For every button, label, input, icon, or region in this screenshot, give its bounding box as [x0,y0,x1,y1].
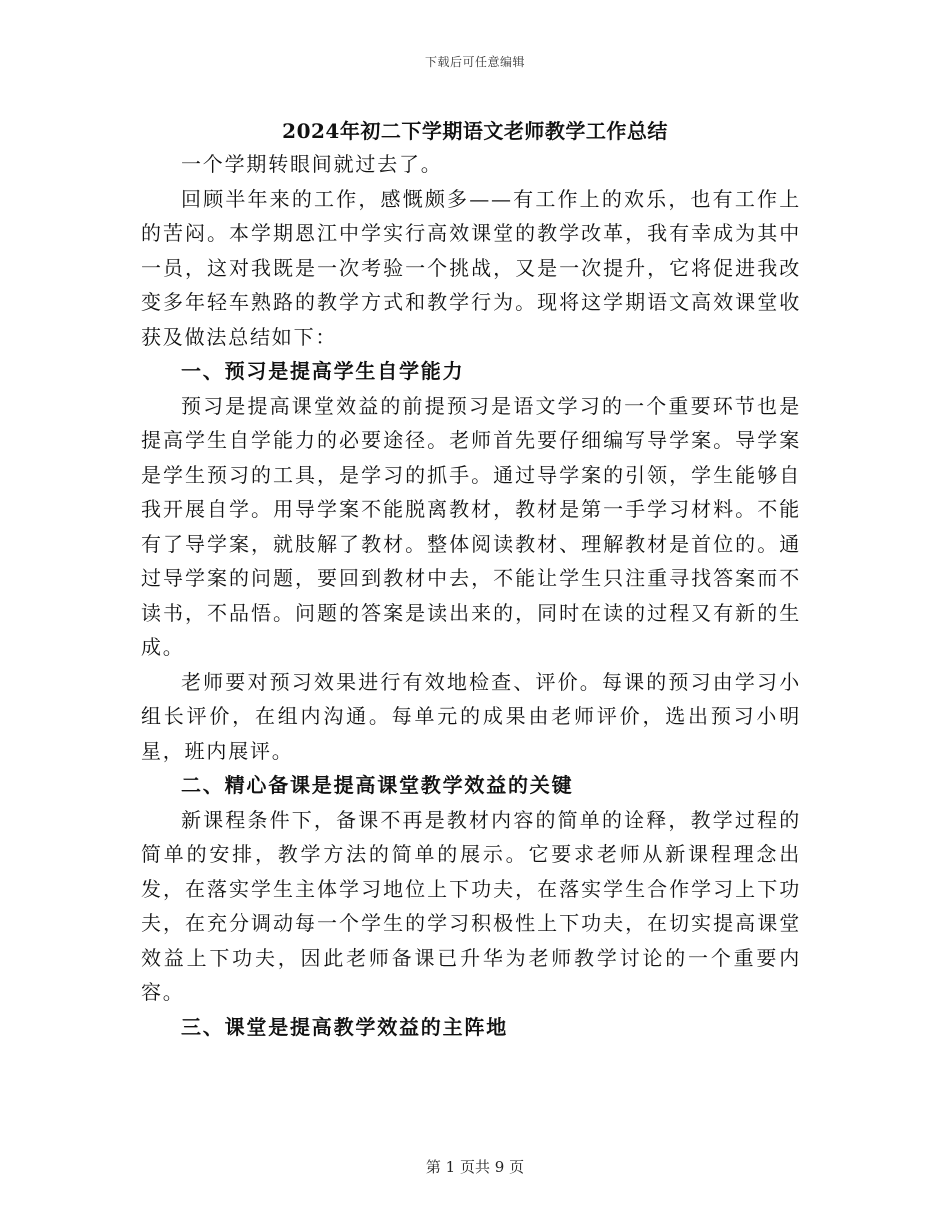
paragraph-intro: 一个学期转眼间就过去了。 [181,152,443,176]
section-heading-classroom: 三、课堂是提高教学效益的主阵地 [181,1014,508,1039]
document-body [141,147,801,1044]
paragraph-evaluation: 老师要对预习效果进行有效地检查、评价。每课的预习由学习小组长评价，在组内沟通。每单元的成果由老师评价，选出预习小明星，班内展评。 [141,669,801,763]
section-heading-preview: 一、预习是提高学生自学能力 [181,359,465,383]
document-title: 2024年初二下学期语文老师教学工作总结 [282,119,668,143]
header-note: 下载后可任意编辑 [424,55,525,69]
paragraph-review: 回顾半年来的工作，感慨颇多——有工作上的欢乐，也有工作上的苦闷。本学期恩江中学实行高效课堂的教学改革，我有幸成为其中一员，这对我既是一次考验一个挑战，又是一次提升，它将促进我改变多年轻车熟路的教学方式和教学行为。现将这学期语文高效课堂收获及做法总结如下： [141,186,801,349]
paragraph-preview: 预习是提高课堂效益的前提预习是语文学习的一个重要环节也是提高学生自学能力的必要途径。老师首先要仔细编写导学案。导学案是学生预习的工具，是学习的抓手。通过导学案的引领，学生能够自我开展自学。用导学案不能脱离教材，教材是第一手学习材料。不能有了导学案，就肢解了教材。整体阅读教材、理解教材是首位的。通过导学案的问题，要回到教材中去，不能让学生只注重寻找答案而不读书，不品悟。问题的答案是读出来的，同时在读的过程又有新的生成。 [141,393,801,659]
page-footer: 第 1 页共 9 页 [425,1158,525,1176]
paragraph-lesson-prep: 新课程条件下，备课不再是教材内容的简单的诠释，教学过程的简单的安排，教学方法的简单的展示。它要求老师从新课程理念出发，在落实学生主体学习地位上下功夫，在落实学生合作学习上下功夫，在充分调动每一个学生的学习积极性上下功夫，在切实提高课堂效益上下功夫，因此老师备课已升华为老师教学讨论的一个重要内容。 [141,807,801,1004]
section-heading-lesson-prep: 二、精心备课是提高课堂教学效益的关键 [181,773,574,797]
